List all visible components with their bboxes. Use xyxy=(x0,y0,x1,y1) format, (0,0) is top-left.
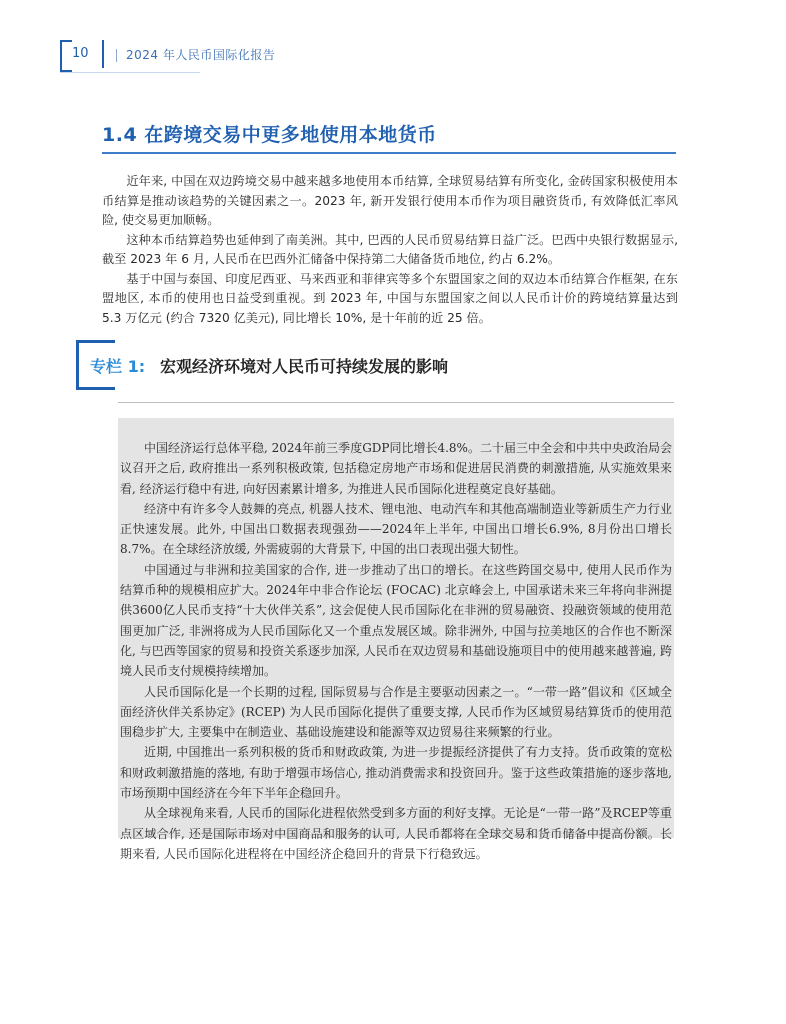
box-label: 专栏 1: xyxy=(90,357,146,376)
page-header xyxy=(60,40,740,76)
box-title: 宏观经济环境对人民币可持续发展的影响 xyxy=(160,357,449,376)
frame-bracket-right xyxy=(96,40,104,68)
section-body xyxy=(102,172,678,328)
box-paragraph: 近期, 中国推出一系列积极的货币和财政政策, 为进一步提振经济提供了有力支持。货币政策的宽松和财政刺激措施的落地, 有助于增强市场信心, 推动消费需求和投资回升。鉴于这些政策措施的逐步落地, 市场预期中国经济在今年下半年企稳回升。 xyxy=(120,745,672,801)
section-title: 1.4 在跨境交易中更多地使用本地货币 xyxy=(102,124,437,146)
header-rule xyxy=(60,72,200,73)
box-paragraph: 中国通过与非洲和拉美国家的合作, 进一步推动了出口的增长。在这些跨国交易中, 使用人民币作为结算币种的规模相应扩大。2024年中非合作论坛 (FOCAC) 北京峰会上, 中国承诺未来三年将向非洲提供3600亿人民币支持“十大伙伴关系”, 这会促使人民币国际化在非洲的贸易融资、投融资领域的使用范围更加广泛, 非洲将成为人民币国际化又一个重点发展区域。除非洲外, 中国与拉美地区的合作也不断深化, 与巴西等国家的贸易和投资关系逐步加深, 人民币在双边贸易和基础设施项目中的使用越来越普遍, 跨境人民币支付规模持续增加。 xyxy=(120,562,672,679)
box-body xyxy=(120,438,672,864)
box-paragraph: 人民币国际化是一个长期的过程, 国际贸易与合作是主要驱动因素之一。“一带一路”倡议和《区域全面经济伙伴关系协定》(RCEP) 为人民币国际化提供了重要支撑, 人民币作为区域贸易结算货币的使用范围稳步扩大, 主要集中在制造业、基础设施建设和能源等双边贸易往来频繁的行业。 xyxy=(120,684,672,740)
frame-bracket-left xyxy=(60,40,72,72)
header-separator xyxy=(116,49,117,62)
body-paragraph: 基于中国与泰国、印度尼西亚、马来西亚和菲律宾等多个东盟国家之间的双边本币结算合作框架, 在东盟地区, 本币的使用也日益受到重视。到 2023 年, 中国与东盟国家之间以人民币计价的跨境结算量达到 5.3 万亿元 (约合 7320 亿美元), 同比增长 10%, 是十年前的近 25 倍。 xyxy=(102,271,678,325)
box-paragraph: 中国经济运行总体平稳, 2024年前三季度GDP同比增长4.8%。二十届三中全会和中共中央政治局会议召开之后, 政府推出一系列积极政策, 包括稳定房地产市场和促进居民消费的刺激措施, 从实施效果来看, 经济运行稳中有进, 向好因素累计增多, 为推进人民币国际化进程奠定良好基础。 xyxy=(120,441,672,496)
box-paragraph: 经济中有许多令人鼓舞的亮点, 机器人技术、锂电池、电动汽车和其他高端制造业等新质生产力行业正快速发展。此外, 中国出口数据表现强劲——2024年上半年, 中国出口增长6.9%, 8月份出口增长8.7%。在全球经济放缓, 外需疲弱的大背景下, 中国的出口表现出强大韧性。 xyxy=(120,501,672,557)
page-number-frame xyxy=(60,40,104,70)
box-heading xyxy=(76,340,476,388)
body-paragraph: 近年来, 中国在双边跨境交易中越来越多地使用本币结算, 全球贸易结算有所变化, 金砖国家积极使用本币结算是推动该趋势的关键因素之一。2023 年, 新开发银行使用本币作为项目融资货币, 有效降低汇率风险, 使交易更加顺畅。 xyxy=(102,174,678,227)
box-paragraph: 从全球视角来看, 人民币的国际化进程依然受到多方面的利好支撑。无论是“一带一路”及RCEP等重点区域合作, 还是国际市场对中国商品和服务的认可, 人民币都将在全球交易和货币储备中提高份额。长期来看, 人民币国际化进程将在中国经济企稳回升的背景下行稳致远。 xyxy=(120,806,672,861)
body-paragraph: 这种本币结算趋势也延伸到了南美洲。其中, 巴西的人民币贸易结算日益广泛。巴西中央银行数据显示, 截至 2023 年 6 月, 人民币在巴西外汇储备中保持第二大储备货币地位, 约占 6.2%。 xyxy=(102,232,678,266)
box-divider xyxy=(118,402,674,403)
section-title-rule xyxy=(102,152,676,154)
running-title: 2024 年人民币国际化报告 xyxy=(126,48,276,62)
page-number: 10 xyxy=(72,46,89,61)
